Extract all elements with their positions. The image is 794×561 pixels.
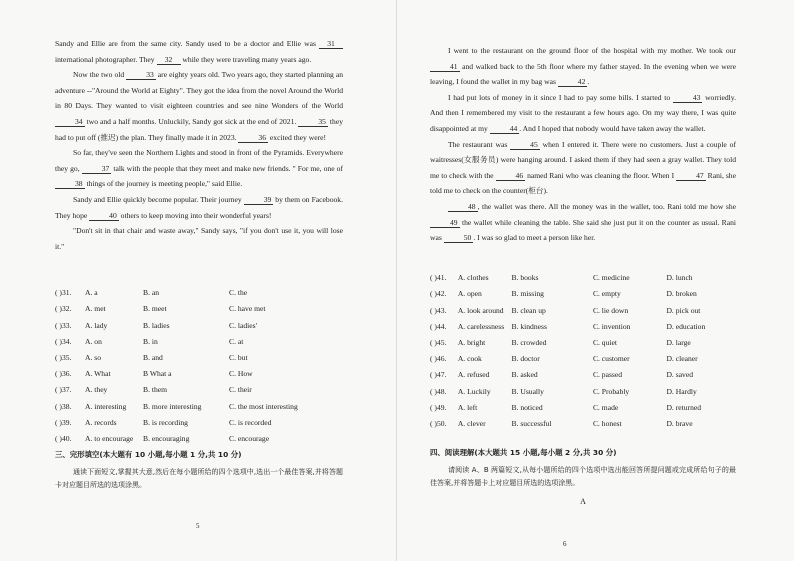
option-d: D. pick out [666, 305, 701, 315]
passage-text: talk with the people that they meet and make new friends. " For me, one of [111, 163, 343, 173]
passage-paragraph [55, 145, 343, 192]
question-option-row [430, 270, 736, 286]
option-b: B. clean up [511, 305, 546, 315]
question-option-row [430, 383, 736, 399]
option-c: C. customer [592, 354, 630, 364]
question-number: ( )35. [55, 353, 72, 363]
option-a: A. cook [457, 354, 482, 364]
answer-blank: 40 [89, 211, 119, 221]
option-c: C. made [592, 402, 619, 412]
option-c: C. quiet [592, 338, 617, 348]
question-number: ( )39. [55, 417, 72, 427]
question-option-row [55, 317, 343, 333]
option-a: A. What [85, 369, 111, 379]
question-number: ( )49. [430, 402, 447, 412]
option-a: A. lady [85, 320, 108, 330]
option-a: A. clever [457, 418, 486, 428]
option-c: C. ladies' [229, 320, 257, 330]
option-a: A. open [457, 289, 482, 299]
passage-text: Sandy and Ellie quickly become popular. Their journey [73, 194, 244, 204]
answer-blank: 48 [448, 202, 478, 212]
section-instructions: 请阅读 A、B 两篇短文,从每小题所给的四个选项中选出能回答所提问题或完成所给句子的最佳答案,并将答题卡上对应题目所选的选项涂黑。 [430, 465, 736, 487]
passage-paragraph [55, 192, 343, 223]
section-heading: 四、阅读理解(本大题共 15 小题,每小题 2 分,共 30 分) [430, 448, 617, 457]
cloze-passage [430, 43, 736, 246]
question-option-row [55, 285, 343, 301]
question-number: ( )45. [430, 338, 447, 348]
option-b: B. kindness [511, 321, 547, 331]
answer-blank: 49 [430, 218, 460, 228]
question-number: ( )31. [55, 288, 72, 298]
passage-paragraph [430, 137, 736, 199]
option-c: C. at [229, 336, 244, 346]
option-a: A. Luckily [457, 386, 491, 396]
option-d: D. broken [666, 289, 697, 299]
question-option-row [55, 366, 343, 382]
question-number: ( )41. [430, 273, 447, 283]
question-number: ( )43. [430, 305, 447, 315]
option-c: C. have met [229, 304, 266, 314]
option-c: C. lie down [592, 305, 629, 315]
option-a: A. on [85, 336, 102, 346]
option-d: D. lunch [666, 273, 693, 283]
question-option-row [55, 415, 343, 431]
question-option-row [430, 286, 736, 302]
option-a: A. interesting [85, 401, 127, 411]
question-option-row [55, 382, 343, 398]
passage-text: excited they were! [268, 132, 326, 142]
option-a: A. they [85, 385, 108, 395]
question-option-row [430, 335, 736, 351]
question-number: ( )32. [55, 304, 72, 314]
option-b: B. encouraging [143, 433, 190, 443]
question-option-row [430, 400, 736, 416]
option-b: B. ladies [143, 320, 170, 330]
option-b: B. successful [511, 418, 552, 428]
passage-text: Sandy and Ellie are from the same city. Sandy used to be a doctor and Ellie was [55, 39, 319, 48]
option-b: B. and [143, 353, 163, 363]
question-option-row [430, 367, 736, 383]
option-b: B. meet [143, 304, 167, 314]
passage-paragraph [430, 43, 736, 90]
option-c: C. empty [592, 289, 621, 299]
passage-text: others to keep moving into their wonderful years! [118, 210, 272, 220]
option-d: D. brave [666, 418, 693, 428]
question-number: ( )40. [55, 433, 72, 443]
question-option-row [430, 416, 736, 432]
answer-blank: 39 [244, 195, 274, 205]
passage-paragraph [55, 36, 343, 67]
question-number: ( )47. [430, 370, 447, 380]
page-number: 6 [563, 540, 567, 548]
option-a: A. refused [457, 370, 490, 380]
passage-text: I had put lots of money in it since I had to pay some bills. I started to [448, 92, 673, 102]
exam-page-right [397, 0, 794, 561]
option-a: A. clothes [457, 273, 489, 283]
passage-paragraph [430, 199, 736, 246]
option-c: C. honest [592, 418, 622, 428]
option-b: B. in [143, 336, 158, 346]
question-option-row [430, 319, 736, 335]
option-b: B. crowded [511, 338, 547, 348]
option-c: C. passed [592, 370, 623, 380]
question-option-row [55, 301, 343, 317]
question-number: ( )37. [55, 385, 72, 395]
answer-blank: 31 [319, 39, 343, 49]
question-number: ( )34. [55, 336, 72, 346]
answer-blank: 44 [490, 124, 520, 134]
options-list [430, 270, 736, 432]
answer-blank: 46 [496, 171, 526, 181]
passage-text: when I entered it. There were no customers. Just a couple of waitresses(女服务员) were hanging around. I asked them if they had seen a gray wallet. They told me to check with the [430, 139, 736, 180]
question-number: ( )33. [55, 320, 72, 330]
option-b: B. an [143, 288, 160, 298]
option-b: B. doctor [511, 354, 540, 364]
section-instructions: 通读下面短文,掌握其大意,然后在每小题所给的四个选项中,选出一个最佳答案,并将答题卡对应题目所选的选项涂黑。 [55, 467, 343, 489]
answer-blank: 47 [676, 171, 706, 181]
passage-text: "Don't sit in that chair and waste away," Sandy says, "if you don't use it, you will lose it." [55, 226, 343, 251]
option-a: A. left [457, 402, 478, 412]
question-number: ( )50. [430, 418, 447, 428]
answer-blank: 36 [238, 133, 268, 143]
option-b: B. is recording [143, 417, 188, 427]
option-b: B. books [511, 273, 539, 283]
passage-text: . And I hoped that nobody would have taken away the wallet. [519, 123, 706, 133]
passage-label: A [580, 496, 586, 506]
question-number: ( )46. [430, 354, 447, 364]
passage-text: , the wallet was there. All the money was in the wallet, too. Rani told me how she [477, 201, 736, 211]
option-c: C. encourage [229, 433, 270, 443]
passage-text: . I was so glad to meet a person like her. [473, 233, 596, 243]
passage-text: the wallet while cleaning the table. She said she just put it on the counter as usual. Rani was [430, 217, 736, 243]
option-b: B. noticed [511, 402, 543, 412]
answer-blank: 33 [126, 70, 156, 80]
question-option-row [55, 398, 343, 414]
options-list [55, 285, 343, 447]
option-b: B. Usually [511, 386, 544, 396]
answer-blank: 50 [444, 233, 474, 243]
section-four [430, 446, 736, 508]
option-c: C. medicine [592, 273, 630, 283]
passage-text: . [587, 77, 590, 87]
cloze-passage [55, 36, 343, 254]
passage-text: are eighty years old. Two years ago, they started planning an adventure --"Around the World at Eighty". They got the idea from the novel Around the World in 80 Days. They wanted to visit eighteen countries and see nine Wonders of the World [55, 70, 344, 111]
option-b: B. more interesting [143, 401, 202, 411]
option-c: C. but [229, 353, 248, 363]
section-three [55, 448, 343, 493]
passage-text: and walked back to the 5th floor where my father stayed. In the evening when we were leaving, I found the wallet in my bag was [430, 61, 736, 87]
question-option-row [430, 351, 736, 367]
option-d: D. returned [666, 402, 702, 412]
passage-paragraph [55, 67, 343, 145]
question-number: ( )44. [430, 321, 447, 331]
passage-text: I went to the restaurant on the ground floor of the hospital with my mother. We took our [448, 46, 736, 55]
option-a: A. records [85, 417, 117, 427]
passage-text: things of the journey is meeting people," said Ellie. [84, 179, 243, 189]
passage-text: they had to put off (推迟) the plan. They finally made it in 2023. [55, 116, 343, 142]
question-number: ( )42. [430, 289, 447, 299]
option-d: D. large [666, 338, 691, 348]
passage-text: worriedly. And then I remembered my visit to the restaurant a few hours ago. On my way there, I was quite disappointed at my [430, 92, 736, 133]
option-a: A. to encourage [85, 433, 134, 443]
option-d: D. education [666, 321, 706, 331]
option-b: B. missing [511, 289, 544, 299]
option-a: A. bright [457, 338, 486, 348]
answer-blank: 32 [157, 55, 181, 65]
option-c: C. Probably [592, 386, 630, 396]
passage-text: Now the two old [73, 70, 127, 80]
answer-blank: 41 [430, 62, 460, 72]
question-option-row [430, 302, 736, 318]
passage-text: international photographer. They [55, 54, 157, 64]
answer-blank: 35 [298, 117, 328, 127]
option-c: C. the most interesting [229, 401, 298, 411]
section-heading: 三、完形填空(本大题有 10 小题,每小题 1 分,共 10 分) [55, 450, 242, 459]
option-a: A. look around [457, 305, 504, 315]
passage-text: named Rani who was cleaning the floor. When I [525, 170, 677, 180]
answer-blank: 42 [558, 77, 588, 87]
passage-text: while they were traveling many years ago. [180, 54, 312, 64]
question-number: ( )36. [55, 369, 72, 379]
answer-blank: 38 [55, 179, 85, 189]
question-option-row [55, 431, 343, 447]
option-d: D. cleaner [666, 354, 698, 364]
passage-paragraph [55, 223, 343, 254]
answer-blank: 37 [82, 164, 112, 174]
answer-blank: 43 [673, 93, 703, 103]
passage-text: by them on Facebook. They hope [55, 194, 344, 220]
option-a: A. carelessness [457, 321, 505, 331]
question-option-row [55, 350, 343, 366]
option-b: B. asked [511, 370, 538, 380]
passage-text: two and a half months. Unluckily, Sandy got sick at the end of 2021. [84, 116, 299, 126]
question-number: ( )38. [55, 401, 72, 411]
option-c: C. How [229, 369, 253, 379]
option-d: D. Hardly [666, 386, 697, 396]
page-number: 5 [196, 522, 200, 530]
passage-text: So far, they've seen the Northern Lights and stood in front of the Pyramids. Everywhere they go, [55, 148, 343, 173]
option-c: C. the [229, 288, 248, 298]
option-c: C. invention [592, 321, 631, 331]
answer-blank: 34 [55, 117, 85, 127]
option-a: A. so [85, 353, 102, 363]
option-b: B What a [143, 369, 172, 379]
answer-blank: 45 [510, 140, 540, 150]
passage-text: The restaurant was [448, 139, 511, 149]
passage-paragraph [430, 90, 736, 137]
option-d: D. saved [666, 370, 694, 380]
question-number: ( )48. [430, 386, 447, 396]
passage-text: Rani, she told me to check on the counter(柜台). [430, 170, 736, 196]
option-c: C. their [229, 385, 252, 395]
option-a: A. met [85, 304, 106, 314]
option-b: B. them [143, 385, 168, 395]
option-c: C. is recorded [229, 417, 272, 427]
question-option-row [55, 334, 343, 350]
option-a: A. a [85, 288, 98, 298]
